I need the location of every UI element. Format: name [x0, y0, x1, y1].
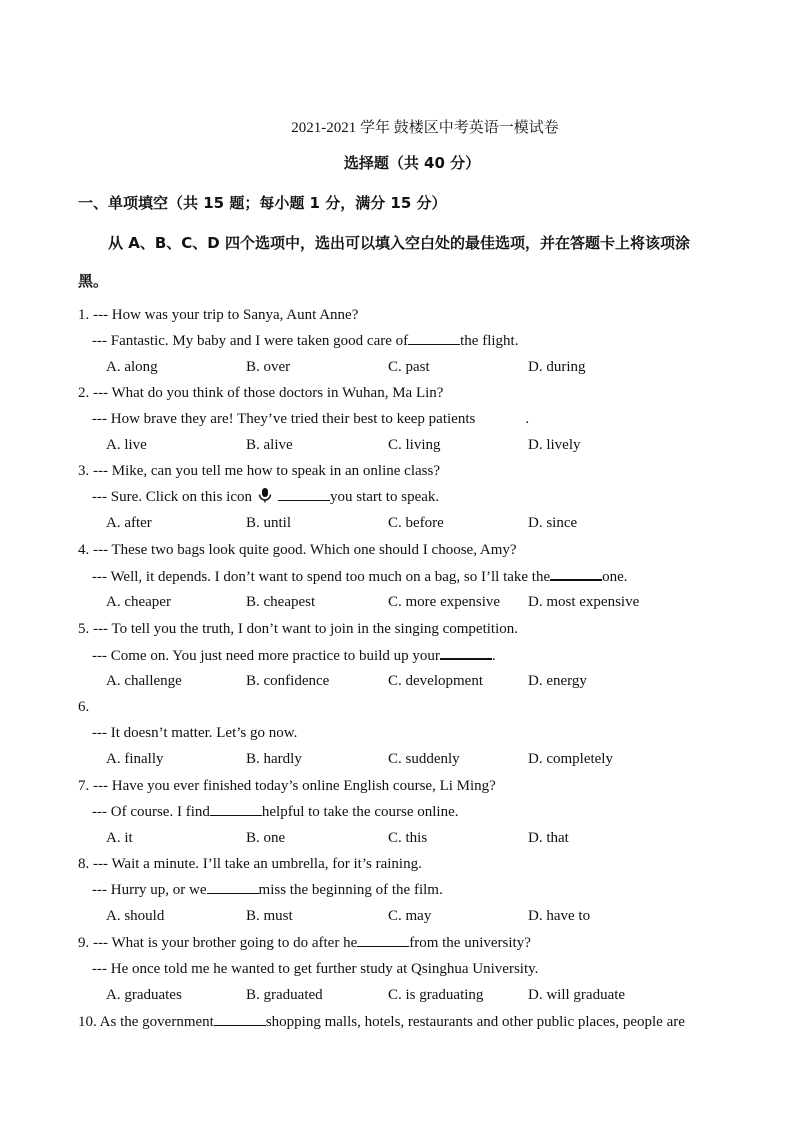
question-prompt: [78, 930, 758, 956]
question-prompt: 2. --- What do you think of those doctors in Wuhan, Ma Lin?: [78, 385, 444, 401]
question-response: [78, 877, 758, 903]
question-response: [78, 720, 758, 746]
question-3: [78, 458, 758, 536]
options-row: [78, 668, 758, 694]
response-text-after: the flight.: [460, 333, 519, 349]
option-c: C. more expensive: [388, 594, 501, 610]
response-text: --- Well, it depends. I don’t want to spend too much on a bag, so I’ll take the: [92, 569, 551, 585]
options-row: [78, 903, 758, 929]
response-text: --- He once told me he wanted to get further study at Qsinghua University.: [92, 961, 539, 977]
answer-blank: [475, 407, 525, 423]
response-text: --- Of course. I find: [92, 804, 210, 820]
question-response: [78, 799, 758, 825]
response-text: --- Fantastic. My baby and I were taken good care of: [92, 333, 409, 349]
option-b: B. must: [246, 908, 293, 924]
response-text: --- Sure. Click on this icon: [92, 489, 252, 505]
question-7: [78, 773, 758, 851]
answer-blank: [408, 328, 460, 345]
option-d: D. have to: [528, 908, 591, 924]
question-5: [78, 616, 758, 694]
question-6: [78, 694, 758, 772]
option-c: C. development: [388, 673, 483, 689]
option-d: D. since: [528, 515, 578, 531]
question-prompt: 7. --- Have you ever finished today’s online English course, Li Ming?: [78, 778, 496, 794]
option-d: D. completely: [528, 751, 613, 767]
answer-blank: [214, 1009, 266, 1026]
option-a: A. graduates: [106, 987, 182, 1003]
option-d: D. most expensive: [528, 594, 640, 610]
option-a: A. should: [106, 908, 165, 924]
instruction-line-2: 黑。: [78, 272, 109, 290]
option-b: B. hardly: [246, 751, 302, 767]
question-prompt: 6.: [78, 699, 90, 715]
options-row: [78, 746, 758, 772]
microphone-icon: [256, 486, 274, 502]
response-text: --- How brave they are! They’ve tried their best to keep patients: [92, 411, 476, 427]
option-b: B. confidence: [246, 673, 330, 689]
option-a: A. after: [106, 515, 152, 531]
options-row: [78, 510, 758, 536]
prompt-text-after: from the university?: [409, 935, 531, 951]
option-c: C. suddenly: [388, 751, 460, 767]
response-text-after: .: [525, 411, 530, 427]
question-prompt: 1. --- How was your trip to Sanya, Aunt Anne?: [78, 307, 359, 323]
option-a: A. it: [106, 830, 133, 846]
response-text-after: helpful to take the course online.: [261, 804, 459, 820]
option-c: C. this: [388, 830, 428, 846]
question-response: [78, 642, 758, 668]
answer-blank: [207, 877, 259, 894]
option-c: C. may: [388, 908, 432, 924]
instruction-line-1: 从 A、B、C、D 四个选项中，选出可以填入空白处的最佳选项，并在答题卡上将该项涂: [108, 234, 690, 252]
response-text: --- It doesn’t matter. Let’s go now.: [92, 725, 298, 741]
question-response: [78, 406, 758, 432]
prompt-text: 9. --- What is your brother going to do after he: [78, 935, 358, 951]
answer-blank: [440, 642, 492, 660]
question-prompt: [78, 1009, 758, 1035]
question-prompt: 5. --- To tell you the truth, I don’t want to join in the singing competition.: [78, 621, 519, 637]
option-d: D. energy: [528, 673, 587, 689]
option-a: A. along: [106, 359, 158, 375]
option-c: C. before: [388, 515, 444, 531]
question-response: [78, 484, 758, 510]
option-a: A. finally: [106, 751, 164, 767]
option-b: B. until: [246, 515, 292, 531]
options-row: [78, 354, 758, 380]
option-b: B. graduated: [246, 987, 323, 1003]
response-text-after: miss the beginning of the film.: [258, 882, 443, 898]
option-a: A. cheaper: [106, 594, 171, 610]
answer-blank: [210, 799, 262, 816]
question-response: [78, 563, 758, 589]
option-b: B. alive: [246, 437, 293, 453]
question-prompt: 8. --- Wait a minute. I’ll take an umbrella, for it’s raining.: [78, 856, 422, 872]
question-response: [78, 956, 758, 982]
options-row: [78, 825, 758, 851]
option-b: B. one: [246, 830, 286, 846]
options-row: [78, 432, 758, 458]
option-c: C. past: [388, 359, 430, 375]
option-d: D. during: [528, 359, 586, 375]
option-c: C. living: [388, 437, 441, 453]
question-prompt: 3. --- Mike, can you tell me how to speak in an online class?: [78, 463, 440, 479]
options-row: [78, 982, 758, 1008]
question-1: [78, 302, 758, 380]
prompt-text-after: shopping malls, hotels, restaurants and other public places, people are: [265, 1014, 685, 1030]
exam-title: 2021-2021 学年 鼓楼区中考英语一模试卷: [291, 120, 559, 136]
section-subtitle: 选择题（共 40 分）: [343, 154, 481, 172]
question-4: [78, 537, 758, 615]
response-text: --- Come on. You just need more practice to build up your: [92, 648, 440, 664]
option-d: D. that: [528, 830, 569, 846]
question-8: [78, 851, 758, 929]
question-2: [78, 380, 758, 458]
option-b: B. over: [246, 359, 291, 375]
option-b: B. cheapest: [246, 594, 316, 610]
response-text-after: you start to speak.: [329, 489, 440, 505]
option-d: D. lively: [528, 437, 581, 453]
question-9: [78, 930, 758, 1008]
answer-blank: [550, 563, 602, 581]
question-10: [78, 1009, 758, 1035]
response-text: --- Hurry up, or we: [92, 882, 207, 898]
option-c: C. is graduating: [388, 987, 484, 1003]
answer-blank: [278, 484, 330, 501]
question-response: [78, 328, 758, 354]
question-prompt: 4. --- These two bags look quite good. Which one should I choose, Amy?: [78, 542, 517, 558]
response-text-after: .: [491, 648, 496, 664]
prompt-text: 10. As the government: [78, 1014, 214, 1030]
option-a: A. live: [106, 437, 147, 453]
response-text-after: one.: [602, 569, 628, 585]
section-heading: 一、单项填空（共 15 题；每小题 1 分，满分 15 分）: [78, 194, 447, 212]
options-row: [78, 589, 758, 615]
option-d: D. will graduate: [528, 987, 626, 1003]
option-a: A. challenge: [106, 673, 182, 689]
answer-blank: [357, 930, 409, 947]
